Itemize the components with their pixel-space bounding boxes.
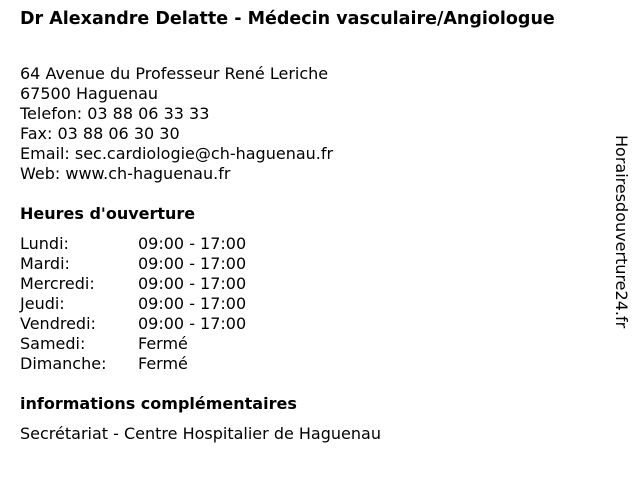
hours-row-monday xyxy=(20,234,246,254)
day-label: Mardi: xyxy=(20,254,70,273)
hours-row-wednesday xyxy=(20,274,246,294)
day-label: Dimanche: xyxy=(20,354,107,373)
opening-hours-table xyxy=(20,234,246,374)
time-value: 09:00 - 17:00 xyxy=(138,254,247,273)
day-label: Samedi: xyxy=(20,334,86,353)
additional-info-text: Secrétariat - Centre Hospitalier de Haguenau xyxy=(20,424,381,443)
time-value: Fermé xyxy=(138,354,188,373)
city-postcode: 67500 Haguenau xyxy=(20,84,159,103)
hours-row-tuesday xyxy=(20,254,246,274)
watermark-text: Horairesdouverture24.fr xyxy=(612,135,631,329)
day-label: Lundi: xyxy=(20,234,69,253)
opening-hours-heading: Heures d'ouverture xyxy=(20,204,196,223)
contact-block xyxy=(20,64,333,184)
time-value: Fermé xyxy=(138,334,188,353)
fax-number: Fax: 03 88 06 30 30 xyxy=(20,124,180,143)
day-label: Vendredi: xyxy=(20,314,96,333)
phone-number: Telefon: 03 88 06 33 33 xyxy=(20,104,210,123)
hours-row-friday xyxy=(20,314,246,334)
email-address: Email: sec.cardiologie@ch-haguenau.fr xyxy=(20,144,334,163)
time-value: 09:00 - 17:00 xyxy=(138,294,247,313)
time-value: 09:00 - 17:00 xyxy=(138,314,247,333)
site-watermark xyxy=(611,135,631,375)
website: Web: www.ch-haguenau.fr xyxy=(20,164,231,183)
hours-row-sunday xyxy=(20,354,246,374)
hours-row-saturday xyxy=(20,334,246,354)
time-value: 09:00 - 17:00 xyxy=(138,274,247,293)
page-title: Dr Alexandre Delatte - Médecin vasculaire/Angiologue xyxy=(20,9,555,29)
additional-info-heading: informations complémentaires xyxy=(20,394,297,413)
day-label: Mercredi: xyxy=(20,274,95,293)
time-value: 09:00 - 17:00 xyxy=(138,234,247,253)
street-address: 64 Avenue du Professeur René Leriche xyxy=(20,64,329,83)
hours-row-thursday xyxy=(20,294,246,314)
day-label: Jeudi: xyxy=(20,294,65,313)
